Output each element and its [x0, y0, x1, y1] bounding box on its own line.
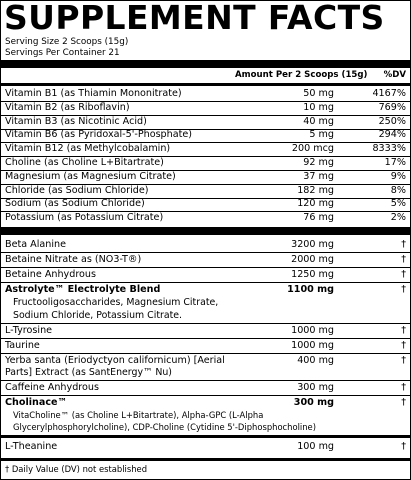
vitamin-name: Sodium (as Sodium Chloride) [5, 198, 145, 209]
ingredient-amount: 1250 mg [291, 269, 334, 280]
vitamin-name: Vitamin B12 (as Methylcobalamin) [5, 143, 171, 154]
blend-contents-line: Sodium Chloride, Potassium Citrate. [13, 310, 183, 321]
daily-value-footnote: † Daily Value (DV) not established [5, 464, 148, 474]
ingredient-amount: 300 mg [297, 382, 334, 393]
vitamin-row [5, 88, 406, 100]
ingredient-dv: † [401, 284, 406, 295]
vitamin-dv: 8% [390, 185, 406, 196]
vitamin-amount: 50 mg [303, 88, 334, 99]
bottom-divider [1, 458, 410, 461]
vitamin-dv: 2% [390, 212, 406, 223]
vitamin-dv: 17% [384, 157, 406, 168]
row-divider [1, 282, 410, 283]
servings-per-container: Servings Per Container 21 [5, 48, 120, 58]
row-divider [1, 338, 410, 339]
ingredient-amount: 1000 mg [291, 325, 334, 336]
vitamin-name: Choline (as Choline L+Bitartrate) [5, 157, 164, 168]
dv-header: %DV [383, 70, 406, 80]
ingredient-row [5, 355, 406, 367]
ingredient-amount: 3200 mg [291, 239, 334, 250]
serving-size: Serving Size 2 Scoops (15g) [5, 37, 129, 47]
vitamin-row [5, 143, 406, 155]
panel-title: SUPPLEMENT FACTS [4, 0, 385, 37]
row-divider [1, 267, 410, 268]
vitamin-amount: 92 mg [303, 157, 334, 168]
vitamin-name: Vitamin B2 (as Riboflavin) [5, 102, 130, 113]
row-divider [1, 323, 410, 324]
thick-divider-middle [1, 227, 410, 235]
ingredient-amount: 1100 mg [287, 284, 334, 295]
ingredient-amount: 1000 mg [291, 340, 334, 351]
ingredient-dv: † [401, 355, 406, 366]
ingredient-dv: † [401, 340, 406, 351]
ingredient-dv: † [401, 325, 406, 336]
ingredient-amount: 100 mg [297, 441, 334, 452]
vitamin-amount: 37 mg [303, 171, 334, 182]
ingredient-row [5, 441, 406, 453]
ingredient-dv: † [401, 397, 406, 408]
vitamin-dv: 4167% [372, 88, 406, 99]
vitamin-dv: 294% [378, 129, 406, 140]
ingredient-row [5, 254, 406, 266]
medium-divider [1, 83, 410, 86]
ingredient-name: Caffeine Anhydrous [5, 382, 99, 393]
vitamin-amount: 10 mg [303, 102, 334, 113]
vitamin-dv: 5% [390, 198, 406, 209]
ingredient-name: Betaine Nitrate as (NO3-T®) [5, 254, 142, 265]
ingredient-dv: † [401, 382, 406, 393]
blend-contents-line: VitaCholine™ (as Choline L+Bitartrate), Alpha-GPC (L-Alpha [13, 410, 264, 420]
vitamin-row [5, 102, 406, 114]
blend-contents-line: Fructooligosaccharides, Magnesium Citrate, [13, 297, 219, 308]
ingredient-dv: † [401, 441, 406, 452]
vitamin-amount: 120 mg [297, 198, 334, 209]
vitamin-row [5, 198, 406, 210]
vitamin-name: Vitamin B6 (as Pyridoxal-5'-Phosphate) [5, 129, 193, 140]
ingredient-name: Beta Alanine [5, 239, 67, 250]
ingredient-name: Betaine Anhydrous [5, 269, 96, 280]
vitamin-row [5, 157, 406, 169]
thick-divider-top [1, 60, 410, 68]
ingredient-name: Yerba santa (Eriodyctyon californicum) [Aerial [5, 355, 225, 366]
vitamin-row [5, 171, 406, 183]
vitamin-amount: 76 mg [303, 212, 334, 223]
ingredient-amount: 2000 mg [291, 254, 334, 265]
ingredient-row [5, 340, 406, 352]
vitamin-row [5, 212, 406, 224]
ingredient-dv: † [401, 239, 406, 250]
vitamin-name: Vitamin B1 (as Thiamin Mononitrate) [5, 88, 182, 99]
vitamin-amount: 182 mg [297, 185, 334, 196]
vitamin-name: Chloride (as Sodium Chloride) [5, 185, 149, 196]
vitamin-amount: 5 mg [309, 129, 334, 140]
vitamin-row [5, 129, 406, 141]
row-divider [1, 395, 410, 396]
ingredient-amount: 400 mg [297, 355, 334, 366]
ingredient-name: L-Tyrosine [5, 325, 53, 336]
row-divider [1, 353, 410, 354]
ingredient-row [5, 397, 406, 409]
vitamin-name: Vitamin B3 (as Nicotinic Acid) [5, 116, 147, 127]
vitamin-dv: 769% [378, 102, 406, 113]
ingredient-name: L-Theanine [5, 441, 58, 452]
row-divider [1, 252, 410, 253]
ingredient-name: Cholinace™ [5, 397, 68, 408]
amount-header: Amount Per 2 Scoops (15g) [235, 70, 368, 80]
ingredient-row [5, 382, 406, 394]
ingredient-name-continued: Parts] Extract (as SantEnergy™ Nu) [5, 367, 172, 378]
vitamin-name: Magnesium (as Magnesium Citrate) [5, 171, 176, 182]
vitamin-dv: 250% [378, 116, 406, 127]
vitamin-dv: 9% [390, 171, 406, 182]
vitamin-row [5, 185, 406, 197]
ingredient-row [5, 284, 406, 296]
ingredient-row [5, 269, 406, 281]
ingredient-amount: 300 mg [293, 397, 334, 408]
ingredient-name: Taurine [5, 340, 40, 351]
vitamin-amount: 40 mg [303, 116, 334, 127]
vitamin-amount: 200 mcg [291, 143, 334, 154]
vitamin-row [5, 116, 406, 128]
vitamin-name: Potassium (as Potassium Citrate) [5, 212, 164, 223]
ingredient-row [5, 239, 406, 251]
row-divider [1, 380, 410, 381]
ingredient-dv: † [401, 269, 406, 280]
vitamin-dv: 8333% [372, 143, 406, 154]
medium-divider [1, 435, 410, 438]
blend-contents-line: Glycerylphosphorylcholine), CDP-Choline (Cytidine 5'-Diphosphocholine) [13, 422, 316, 432]
ingredient-name: Astrolyte™ Electrolyte Blend [5, 284, 161, 295]
ingredient-row [5, 325, 406, 337]
ingredient-dv: † [401, 254, 406, 265]
